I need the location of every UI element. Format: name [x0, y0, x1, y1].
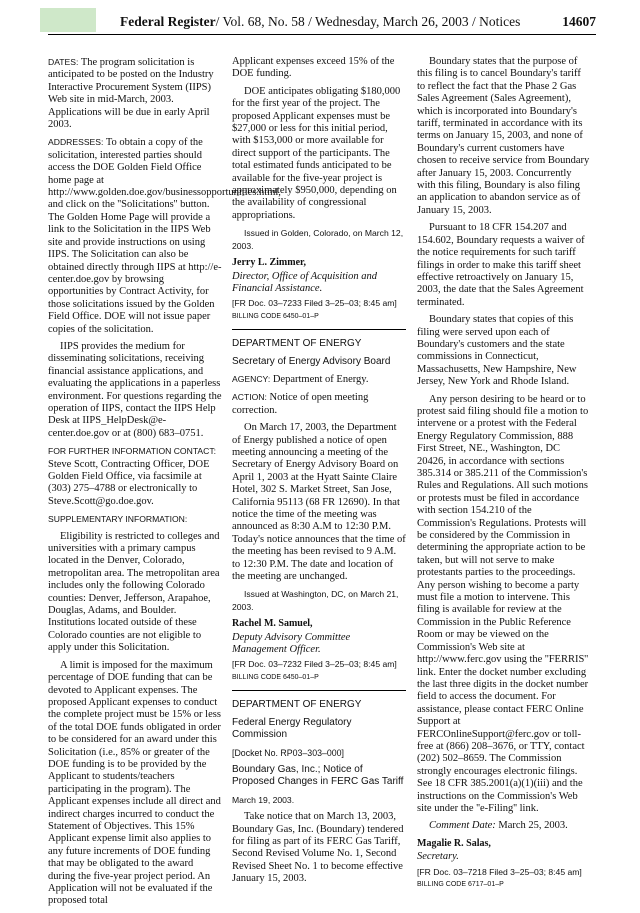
- column-3: [417, 56, 591, 896]
- ferc-subheading: Federal Energy Regulatory Commission: [232, 716, 352, 741]
- page-number: 14607: [562, 14, 596, 29]
- billing-code-2: BILLING CODE 6450–01–P: [232, 673, 319, 681]
- contact-label: FOR FURTHER INFORMATION CONTACT:: [48, 446, 217, 457]
- header-title: Federal Register: [120, 14, 216, 29]
- addresses-label: ADDRESSES:: [48, 137, 104, 148]
- boundary-body: Take notice that on March 13, 2003, Boundary Gas, Inc. (Boundary) tendered for filing as part of its FERC Gas Tariff, Second Revised Volume No. 1, Second Revised Sheet No. 1 to become effective January 15, 2003.: [232, 811, 404, 885]
- page-stamp: [40, 8, 96, 32]
- agency-line: AGENCY: Department of Energy.: [232, 373, 369, 385]
- protest-paragraph: Any person desiring to be heard or to protest said filing should file a motion to intervene or a protest with the Federal Energy Regulatory Commission, 888 First Street, NE., Washington, DC 20426, in accordance with sections 385.314 or 385.211 of the Commission's Rules and Regulations. All such motions or protests must be filed in accordance with section 154.210 of the Commission's Regulations. Protests will be considered by the Commission in determining the appropriate action to be taken, but will not serve to make protestants parties to the proceedings. Any person wishing to become a party must file a motion to intervene. This filing is available for review at the Commission in the Public Reference Room or may be viewed on the Commission's Web site at http://www.ferc.gov using the ''FERRIS'' link. Enter the docket number excluding the last three digits in the docket number field to access the document. For assistance, please contact FERC Online Support at FERCOnlineSupport@ferc.gov or toll-free at (866) 208–3676, or TTY, contact (202) 502–8659. The Commission strongly encourages electronic filings. See 18 CFR 385.2001(a)(1)(iii) and the instructions on the Commission's Web site under the ''e-Filing'' link.: [417, 393, 589, 814]
- header-rule: [48, 34, 596, 35]
- section-divider: [232, 690, 406, 691]
- running-header: [120, 14, 596, 30]
- section-divider: [232, 329, 406, 330]
- eligibility-paragraph: Eligibility is restricted to colleges and universities with a primary campus located in the Denver, Colorado, metropolitan area. The metropolitan area includes only the following Colorado counties: Denver, Jefferson, Arapahoe, Douglas, Adams, and Boulder. Institutions located outside of these Colorado counties are not eligible to apply under this Solicitation.: [48, 530, 220, 654]
- comment-date: Comment Date: March 25, 2003.: [429, 820, 568, 832]
- fr-doc-7232: [FR Doc. 03–7232 Filed 3–25–03; 8:45 am]: [232, 659, 397, 670]
- doe-funding-paragraph: DOE anticipates obligating $180,000 for the first year of the project. The proposed Applicant expenses must be $27,000 or less for this initial period, with $153,000 or more available for direct support of the participants. The total estimated funds anticipated to be available for the five-year project is approximately $950,000, depending on the availability of congressional appropriations.: [232, 85, 401, 221]
- dept-heading-ferc: DEPARTMENT OF ENERGY: [232, 699, 362, 711]
- contact-text: Steve Scott, Contracting Officer, DOE Golden Field Office, via facsimile at (303) 275–4788 or electronically to Steve.Scott@go.doe.gov.: [48, 458, 210, 507]
- billing-code-1: BILLING CODE 6450–01–P: [232, 312, 319, 320]
- seab-body: On March 17, 2003, the Department of Energy published a notice of open meeting announcing a meeting of the Secretary of Energy Advisory Board on April 1, 2003 at the Hyatt Sainte Claire Hotel, 302 S. Market Street, San Jose, California 95113 (68 FR 12690). In that notice the time of the meeting was announced as 8:30 A.M to 12:30 P.M. Today's notice announces that the time of the meeting has been revised to 9 A.M. to 12:30 P.M. The date and location of the meeting are unchanged.: [232, 422, 406, 583]
- issued-washington: Issued at Washington, DC, on March 21, 2003.: [232, 589, 399, 612]
- contact-paragraph: [48, 445, 222, 508]
- boundary-date: March 19, 2003.: [232, 794, 295, 805]
- purpose-paragraph: Boundary states that the purpose of this filing is to cancel Boundary's tariff to reflect the fact that the Phase 2 Gas Sales Agreement (Sales Agreement), which is incorporated into Boundary's tariff, terminated in accordance with its terms on January 15, 2003, and none of Boundary's current customers have chosen to receive service from Boundary after January 15, 2003. Concurrently with this filing, Boundary is also filing an application to abandon service as of January 15, 2003.: [417, 56, 590, 216]
- signer-salas: Magalie R. Salas,: [417, 837, 491, 849]
- dept-heading-seab: DEPARTMENT OF ENERGY: [232, 338, 362, 350]
- fr-doc-7233: [FR Doc. 03–7233 Filed 3–25–03; 8:45 am]: [232, 298, 397, 309]
- addresses-text: To obtain a copy of the solicitation, interested parties should access the DOE Golden Field Office home page at http://www.golden.doe.gov/businessopportunities.html, and click on the ''Solicitations'' button. The Golden Home Page will provide a link to the Solicitation in the IIPS Web site and provide instructions on using IIPS. The Solicitation can also be obtained directly through IIPS at http://e-center.doe.gov by browsing opportunities by Contract Activity, for those solicitations issued by the Golden Field Office. DOE will not issue paper copies of the solicitation.: [48, 137, 281, 335]
- docket-number: [Docket No. RP03–303–000]: [232, 747, 344, 758]
- dates-paragraph: [48, 56, 222, 131]
- signer-zimmer-title: Director, Office of Acquisition and Financial Assistance.: [232, 270, 377, 294]
- waiver-paragraph: Pursuant to 18 CFR 154.207 and 154.602, Boundary requests a waiver of the notice requirements for such tariff filings in order to make this tariff sheet effective retroactively on January 15, 2003, the date that the Sales Agreement terminated.: [417, 222, 585, 308]
- limit-paragraph: A limit is imposed for the maximum percentage of DOE funding that can be devoted to Applicant expenses. The proposed Applicant expenses to conduct the complete project must be 15% or less of the total DOE funds obligated in order to be considered for an award under this Solicitation (i.e., 85% or greater of the DOE funding is to be provided by the Applicant to students/teachers participating in the program). The Applicant expenses include all direct and indirect charges incurred to conduct the Statement of Objectives. This 15% Applicant expense limit also applies to any future increments of DOE funding that may be obligated to the award during the five-year project period. An Application will not be evaluated if the proposed total: [48, 659, 221, 907]
- action-line: ACTION: Notice of open meeting correction.: [232, 392, 369, 416]
- copies-paragraph: Boundary states that copies of this filing were served upon each of Boundary's customers and the state commissions in Connecticut, Massachusetts, New Hampshire, New Jersey, New York and Rhode Island.: [417, 314, 577, 388]
- issued-golden: Issued in Golden, Colorado, on March 12, 2003.: [232, 228, 404, 251]
- supplementary-label: SUPPLEMENTARY INFORMATION:: [48, 514, 188, 525]
- signer-samuel: Rachel M. Samuel,: [232, 618, 313, 630]
- fr-doc-7218: [FR Doc. 03–7218 Filed 3–25–03; 8:45 am]: [417, 866, 582, 877]
- boundary-heading: Boundary Gas, Inc.; Notice of Proposed Changes in FERC Gas Tariff: [232, 763, 404, 788]
- dates-label: DATES:: [48, 57, 79, 67]
- continued-paragraph: Applicant expenses exceed 15% of the DOE funding.: [232, 56, 395, 80]
- header-meta: / Vol. 68, No. 58 / Wednesday, March 26, 2003 / Notices: [215, 14, 521, 29]
- signer-samuel-title: Deputy Advisory Committee Management Officer.: [232, 631, 351, 656]
- billing-code-3: BILLING CODE 6717–01–P: [417, 881, 504, 888]
- signer-salas-title: Secretary.: [417, 851, 459, 863]
- signer-zimmer: Jerry L. Zimmer,: [232, 257, 307, 269]
- iips-paragraph: IIPS provides the medium for disseminating solicitations, receiving financial assistance applications, and evaluating the applications in a paperless environment. For questions regarding the operation of IIPS, contact the IIPS Help Desk at IIPS_HelpDesk@e-center.doe.gov or at (800) 683–0751.: [48, 340, 222, 439]
- dates-text: The program solicitation is anticipated to be posted on the Industry Interactive Procurement System (IIPS) Web site in mid-March, 2003. Applications will be due in early April 2003.: [48, 57, 214, 131]
- column-2: [232, 56, 406, 891]
- seab-subheading: Secretary of Energy Advisory Board: [232, 355, 391, 367]
